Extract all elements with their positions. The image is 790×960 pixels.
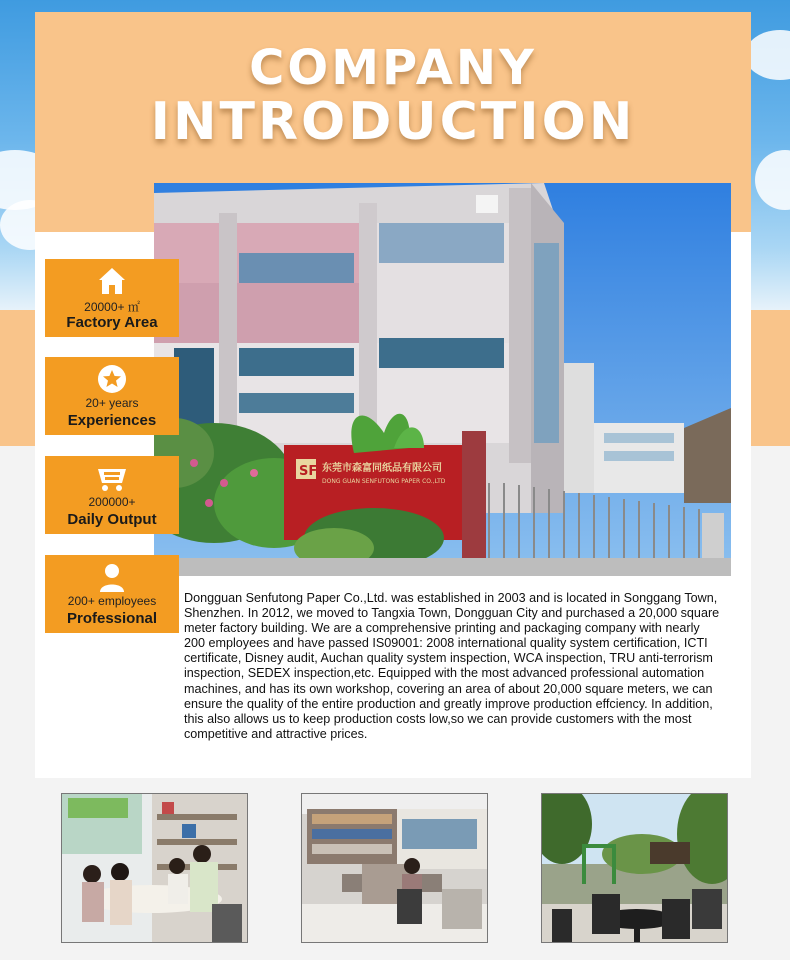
stat-label: Daily Output: [67, 511, 157, 528]
stat-label: Experiences: [67, 412, 157, 429]
stat-label: Factory Area: [66, 314, 158, 331]
page-title-line1: COMPANY: [249, 40, 537, 96]
company-intro-text: Dongguan Senfutong Paper Co.,Ltd. was established in 2003 and is located in Songgang Town, Shenzhen. In 2012, we moved to Tangxia Town, Dongguan City and purchased a 20,000 square meter factory building. We are a comprehensive printing and packaging company with nearly 200 employees and have passed IS09001: 2008 international quality system certification, ICTI certificate, Disney audit, Auchan quality system inspection, WCA inspection, TRU anti-terrorism inspection, SEDEX inspection,etc. Equipped with the most advanced professional automation machines, and has its own workshop, covering an area of about 20,000 square meters, we can ensure the quality of the entire production and greatly improve production effciency. In addition, this also allows us to keep production costs low,so we can provide customers with the most competitive and attractive prices.: [184, 591, 720, 741]
garden-photo: [541, 793, 728, 943]
left-orange-band: [0, 310, 35, 446]
stat-value: 20000+ ㎡: [84, 300, 140, 314]
stat-label: Professional: [66, 610, 158, 627]
showroom-photo: [301, 793, 488, 943]
cart-icon: [94, 463, 130, 498]
stat-value: 20+ years: [85, 396, 139, 410]
stat-daily-output: [45, 456, 179, 534]
office-meeting-photo: [61, 793, 248, 943]
svg-text:SF: SF: [299, 464, 318, 479]
factory-photo: [154, 183, 731, 576]
star-icon: [97, 364, 127, 399]
stat-value: 200+ employees: [67, 594, 157, 608]
page-title-line2: INTRODUCTION: [150, 92, 636, 152]
stat-value: 200000+: [88, 495, 136, 509]
svg-text:东莞市森富同纸品有限公司: 东莞市森富同纸品有限公司: [322, 463, 442, 474]
svg-text:DONG GUAN SENFUTONG PAPER CO.,: DONG GUAN SENFUTONG PAPER CO.,LTD: [322, 478, 446, 485]
stat-factory-area: [45, 259, 179, 337]
stat-experiences: [45, 357, 179, 435]
stat-professional: [45, 555, 179, 633]
right-orange-band: [751, 310, 790, 446]
house-icon: [97, 266, 127, 301]
